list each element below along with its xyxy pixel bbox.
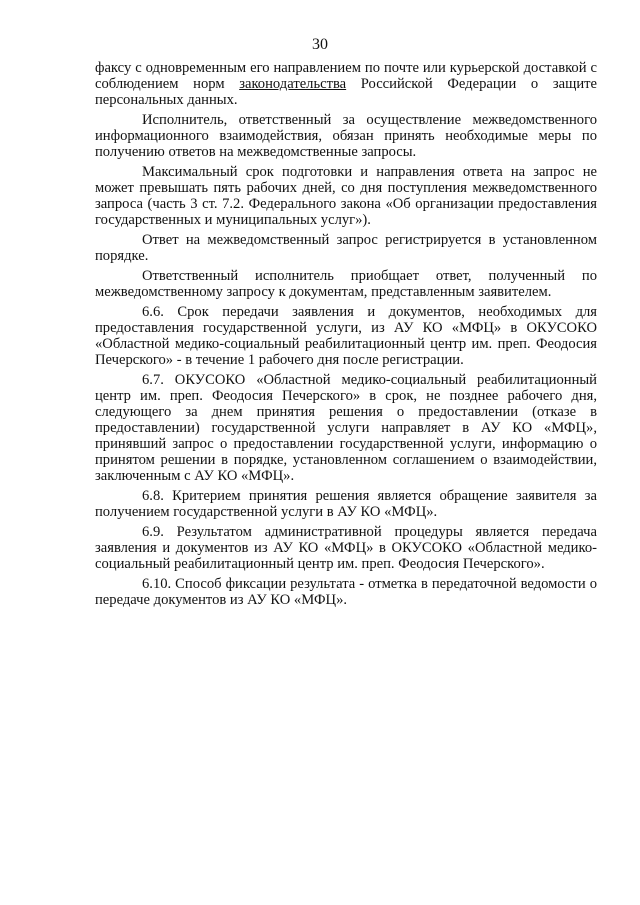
paragraph-response-attachment: Ответственный исполнитель приобщает ответ, полученный по межведомственному запросу к документам, представленным заявителем.	[95, 268, 597, 300]
paragraph-text: факсу с одновременным его направлением по почте или курьерской доставкой с соблюдением норм	[95, 60, 597, 92]
paragraph-max-response-time: Максимальный срок подготовки и направления ответа на запрос не может превышать пять рабочих дней, со дня поступления межведомственного запроса (часть 3 ст. 7.2. Федерального закона «Об организации предоставления государственных и муниципальных услуг»).	[95, 164, 597, 228]
paragraph-response-registration: Ответ на межведомственный запрос регистрируется в установленном порядке.	[95, 232, 597, 264]
paragraph-6-8: 6.8. Критерием принятия решения является обращение заявителя за получением государственной услуги в АУ КО «МФЦ».	[95, 488, 597, 520]
paragraph-executor-duty: Исполнитель, ответственный за осуществление межведомственного информационного взаимодействия, обязан принять необходимые меры по получению ответов на межведомственные запросы.	[95, 112, 597, 160]
paragraph-6-10: 6.10. Способ фиксации результата - отметка в передаточной ведомости о передаче документов из АУ КО «МФЦ».	[95, 576, 597, 608]
paragraph-continuation	[95, 60, 597, 108]
page-number: 30	[312, 36, 328, 53]
paragraph-6-6: 6.6. Срок передачи заявления и документов, необходимых для предоставления государственной услуги, из АУ КО «МФЦ» в ОКУСОКО «Областной медико-социальный реабилитационный центр им. преп. Феодосия Печерского» - в течение 1 рабочего дня после регистрации.	[95, 304, 597, 368]
document-body	[95, 60, 597, 608]
paragraph-6-9: 6.9. Результатом административной процедуры является передача заявления и документов из АУ КО «МФЦ» в ОКУСОКО «Областной медико-социальный реабилитационный центр им. преп. Феодосия Печерского».	[95, 524, 597, 572]
paragraph-text: Российской Федерации о защите персональных данных.	[95, 76, 597, 108]
paragraph-6-7: 6.7. ОКУСОКО «Областной медико-социальный реабилитационный центр им. преп. Феодосия Печерского» в срок, не позднее рабочего дня, следующего за днем принятия решения о предоставлении (отказе в предоставлении) государственной услуги направляет в АУ КО «МФЦ», принявший запрос о предоставлении государственной услуги, информацию о принятом решении в порядке, установленном соглашением о взаимодействии, заключенным с АУ КО «МФЦ».	[95, 372, 597, 484]
legislation-link[interactable]: законодательства	[239, 76, 347, 92]
